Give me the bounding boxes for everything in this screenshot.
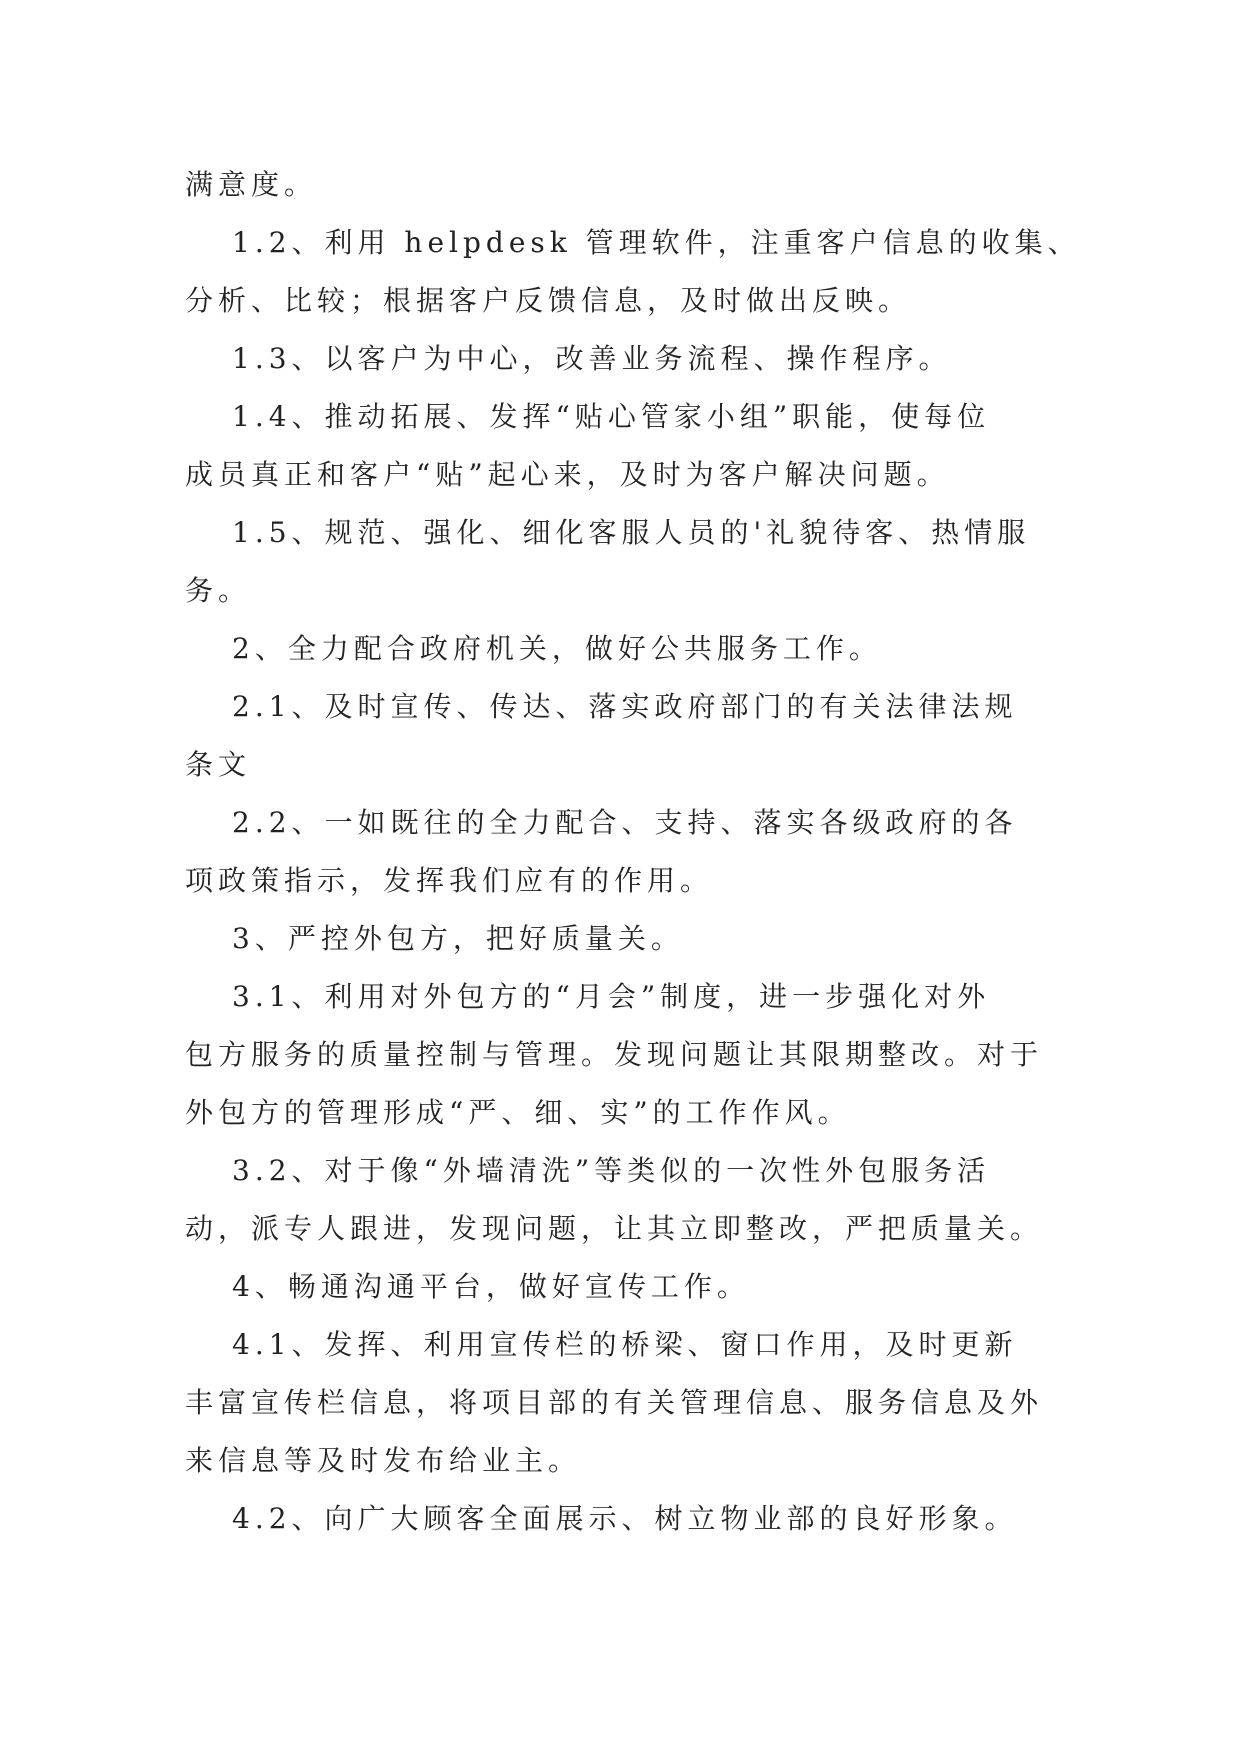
text-line: 4.1、发挥、利用宣传栏的桥梁、窗口作用，及时更新 — [232, 1328, 1018, 1361]
paragraph-2-2 — [185, 794, 1091, 910]
text-line: 3.1、利用对外包方的“月会”制度，进一步强化对外 — [232, 980, 991, 1013]
paragraph-1-3 — [185, 330, 1091, 388]
text-line: 动，派专人跟进，发现问题，让其立即整改，严把质量关。 — [185, 1212, 1044, 1245]
paragraph-3 — [185, 910, 1091, 968]
text-line: 成员真正和客户“贴”起心来，及时为客户解决问题。 — [185, 458, 950, 491]
section-heading-line: 2、全力配合政府机关，做好公共服务工作。 — [232, 632, 882, 665]
text-line: 1.4、推动拓展、发挥“贴心管家小组”职能，使每位 — [232, 400, 991, 433]
text-line: 2.2、一如既往的全力配合、支持、落实各级政府的各 — [232, 806, 1018, 839]
text-line: 项政策指示，发挥我们应有的作用。 — [185, 864, 714, 897]
text-line: 包方服务的质量控制与管理。发现问题让其限期整改。对于 — [185, 1038, 1044, 1071]
section-heading-line: 3、严控外包方，把好质量关。 — [232, 922, 684, 955]
paragraph-1-5 — [185, 504, 1091, 620]
paragraph-3-1 — [185, 968, 1091, 1142]
text-line: 分析、比较；根据客户反馈信息，及时做出反映。 — [185, 284, 912, 317]
text-line: 2.1、及时宣传、传达、落实政府部门的有关法律法规 — [232, 690, 1018, 723]
text-line: 1.5、规范、强化、细化客服人员的'礼貌待客、热情服 — [232, 516, 1031, 549]
text-line: 4.2、向广大顾客全面展示、树立物业部的良好形象。 — [232, 1502, 1018, 1535]
paragraph-2 — [185, 620, 1091, 678]
text-line: 丰富宣传栏信息，将项目部的有关管理信息、服务信息及外 — [185, 1386, 1044, 1419]
text-line: 务。 — [185, 574, 252, 607]
paragraph-1-4 — [185, 388, 1091, 504]
text-line: 满意度。 — [185, 168, 318, 201]
paragraph-2-1 — [185, 678, 1091, 794]
paragraph-4-2 — [185, 1490, 1091, 1548]
text-line: 外包方的管理形成“严、细、实”的工作作风。 — [185, 1096, 851, 1129]
section-heading-line: 4、畅通沟通平台，做好宣传工作。 — [232, 1270, 750, 1303]
text-line: 1.3、以客户为中心，改善业务流程、操作程序。 — [232, 342, 952, 375]
paragraph-continuation — [185, 156, 1091, 214]
text-line: 3.2、对于像“外墙清洗”等类似的一次性外包服务活 — [232, 1154, 991, 1187]
paragraph-4-1 — [185, 1316, 1091, 1490]
text-line: 来信息等及时发布给业主。 — [185, 1444, 582, 1477]
paragraph-3-2 — [185, 1142, 1091, 1258]
paragraph-4 — [185, 1258, 1091, 1316]
paragraph-1-2 — [185, 214, 1091, 330]
text-line: 1.2、利用 helpdesk 管理软件，注重客户信息的收集、 — [232, 226, 1081, 259]
text-line: 条文 — [185, 748, 252, 781]
